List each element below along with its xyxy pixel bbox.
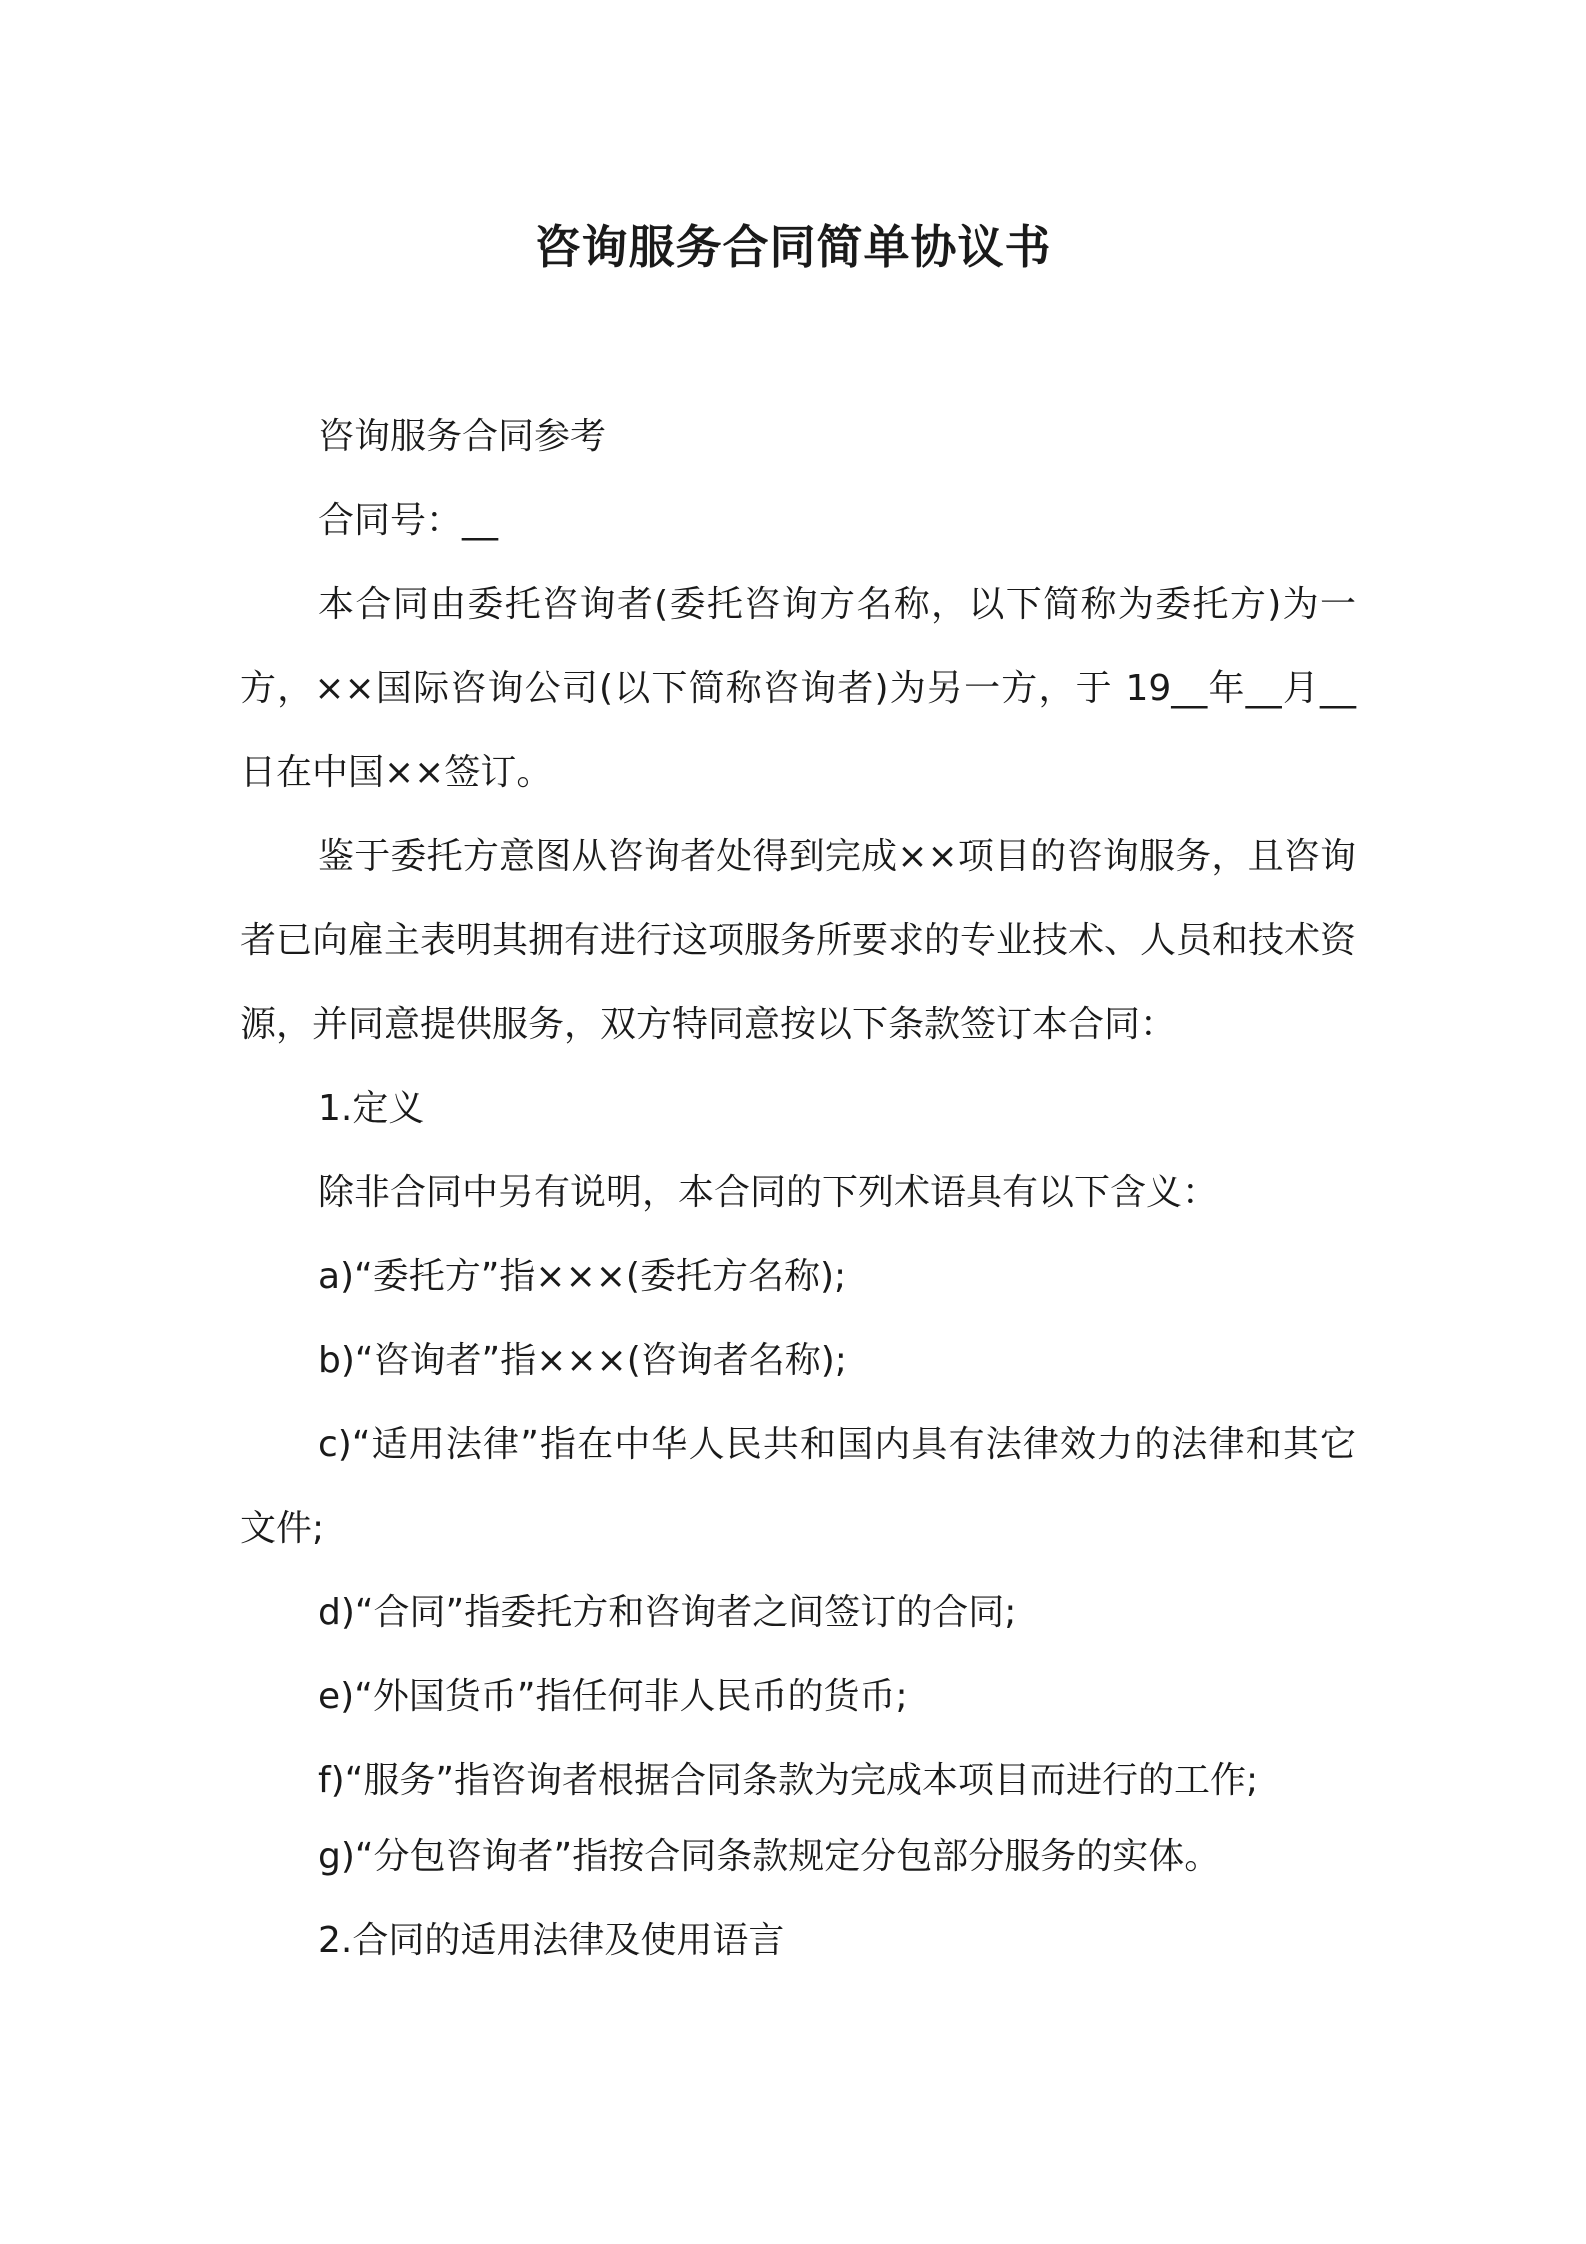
document-body [240,395,1356,1983]
document-title: 咨询服务合同简单协议书 [534,220,1052,274]
paragraph-reference: 咨询服务合同参考 [318,416,607,457]
paragraph-whereas: 鉴于委托方意图从咨询者处得到完成××项目的咨询服务，且咨询者已向雇主表明其拥有进行这项服务所要求的专业技术、人员和技术资源，并同意提供服务，双方特同意按以下条款签订本合同： [240,836,1357,1045]
definition-item: c)“适用法律”指在中华人民共和国内具有法律效力的法律和其它文件; [240,1424,1356,1549]
definition-item: d)“合同”指委托方和咨询者之间签订的合同; [318,1592,1017,1633]
definition-item: e)“外国货币”指任何非人民币的货币; [318,1676,908,1717]
section-heading-applicable-law: 2.合同的适用法律及使用语言 [318,1920,785,1961]
paragraph-definitions-intro: 除非合同中另有说明，本合同的下列术语具有以下含义： [318,1172,1219,1213]
definition-item: f)“服务”指咨询者根据合同条款为完成本项目而进行的工作; [318,1760,1259,1801]
paragraph-parties: 本合同由委托咨询者(委托咨询方名称，以下简称为委托方)为一方，××国际咨询公司(以下简称咨询者)为另一方，于 19__年__月__日在中国××签订。 [240,584,1356,793]
paragraph-contract-number: 合同号：__ [318,500,499,541]
definition-item: g)“分包咨询者”指按合同条款规定分包部分服务的实体。 [318,1836,1221,1877]
definition-item: b)“咨询者”指×××(咨询者名称); [318,1340,847,1381]
definition-item: a)“委托方”指×××(委托方名称); [318,1256,847,1297]
section-heading-definitions: 1.定义 [318,1088,425,1129]
